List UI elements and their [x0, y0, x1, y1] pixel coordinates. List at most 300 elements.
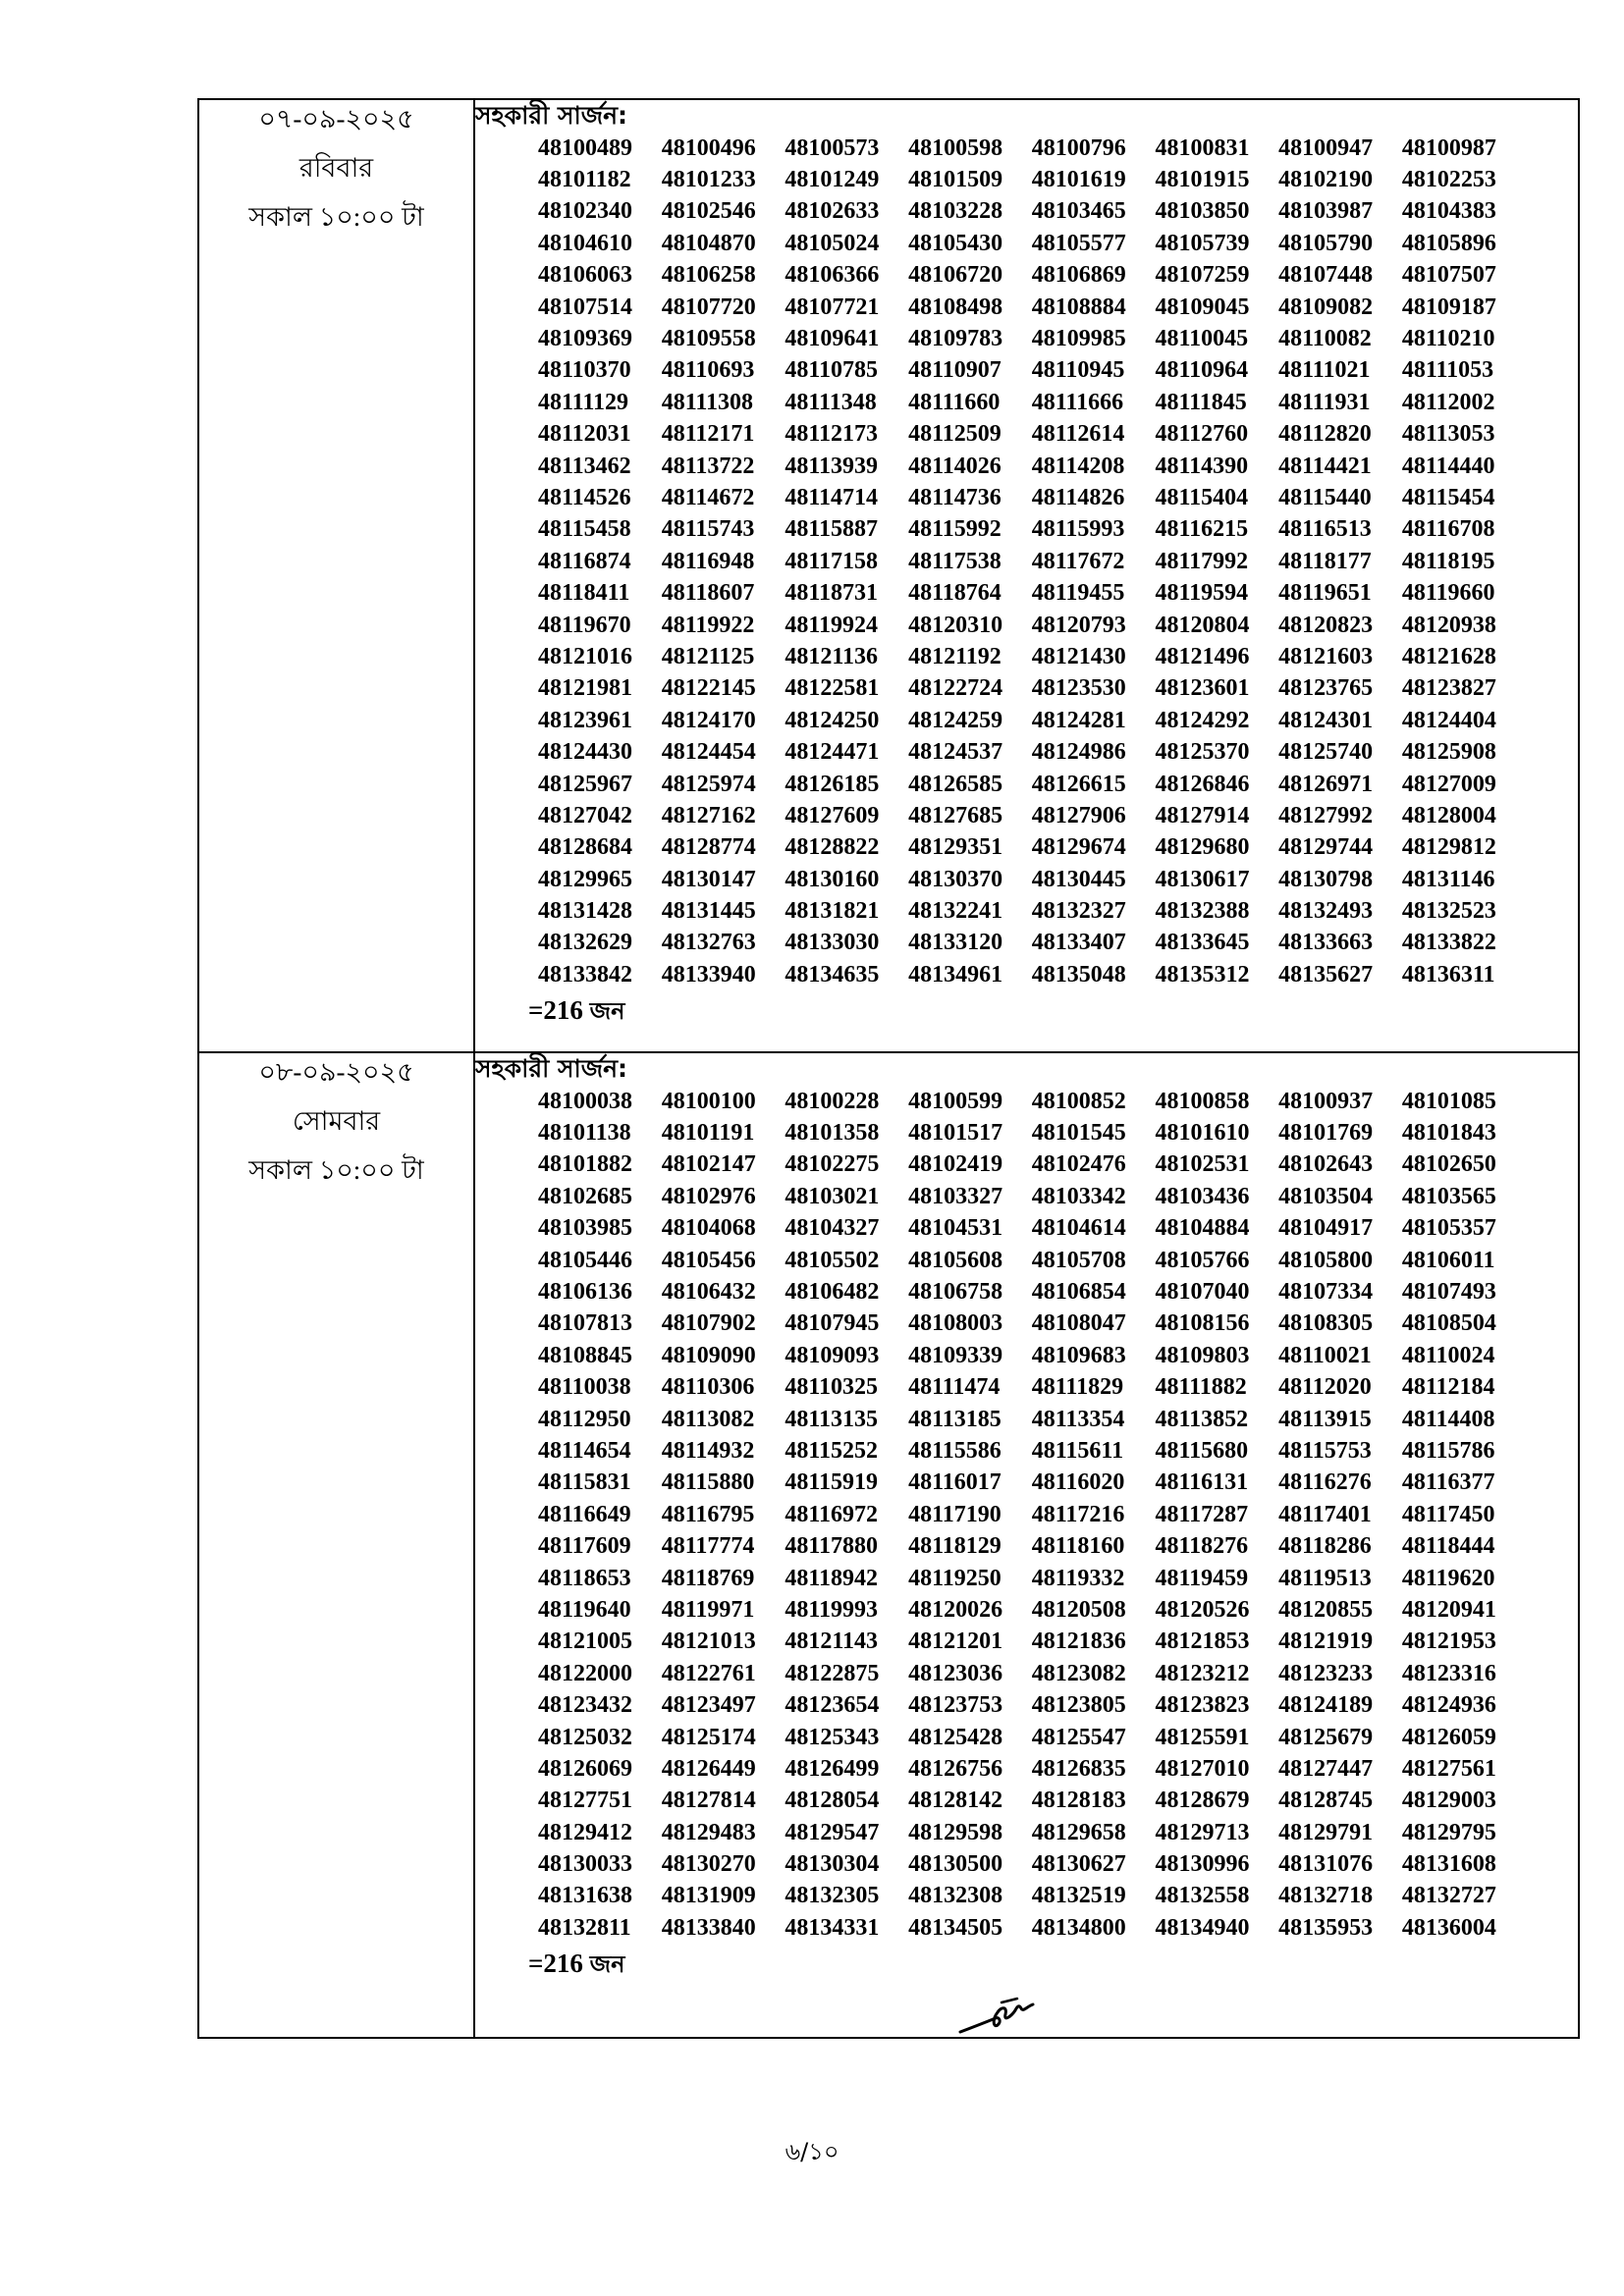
roll-row — [538, 1881, 1578, 1912]
roll-number: 48101843 — [1401, 1120, 1496, 1147]
roll-number: 48105800 — [1278, 1247, 1374, 1273]
roll-row — [538, 673, 1578, 705]
roll-number: 48127814 — [661, 1788, 756, 1814]
roll-number: 48115880 — [661, 1469, 755, 1496]
roll-number: 48107334 — [1278, 1279, 1374, 1306]
roll-number: 48105766 — [1155, 1247, 1250, 1273]
roll-number: 48113722 — [661, 453, 755, 479]
exam-time: সকাল ১০:০০ টা — [248, 202, 424, 232]
roll-number: 48118653 — [538, 1565, 631, 1591]
roll-number: 48115458 — [538, 516, 631, 543]
roll-number: 48128774 — [661, 834, 756, 861]
roll-number: 48122875 — [785, 1660, 880, 1686]
roll-number: 48131821 — [785, 898, 880, 925]
roll-number: 48109783 — [908, 326, 1003, 352]
roll-number: 48125174 — [661, 1724, 756, 1750]
roll-number: 48133407 — [1031, 930, 1126, 956]
roll-number: 48129658 — [1031, 1819, 1126, 1845]
roll-number: 48132305 — [785, 1883, 880, 1909]
roll-number: 48108003 — [908, 1310, 1003, 1337]
roll-number: 48126971 — [1278, 771, 1374, 797]
exam-day: সোমবার — [292, 1106, 381, 1136]
roll-number: 48110945 — [1031, 357, 1125, 384]
roll-number: 48121603 — [1278, 643, 1374, 669]
roll-number: 48123082 — [1031, 1660, 1126, 1686]
roll-number: 48100038 — [538, 1088, 632, 1114]
roll-number: 48118769 — [661, 1565, 755, 1591]
roll-number: 48101182 — [538, 167, 631, 193]
roll-number: 48116513 — [1278, 516, 1372, 543]
roll-number: 48108047 — [1031, 1310, 1126, 1337]
roll-number: 48101138 — [538, 1120, 631, 1147]
roll-number: 48122000 — [538, 1660, 632, 1686]
roll-number: 48134940 — [1155, 1914, 1250, 1941]
roll-number: 48126185 — [785, 771, 880, 797]
roll-number: 48101517 — [908, 1120, 1003, 1147]
roll-number: 48108156 — [1155, 1310, 1250, 1337]
roll-number: 48128054 — [785, 1788, 880, 1814]
roll-row — [538, 546, 1578, 577]
roll-number: 48120804 — [1155, 612, 1250, 638]
roll-number: 48130445 — [1031, 866, 1126, 892]
roll-number: 48102976 — [661, 1183, 756, 1209]
roll-row — [538, 1594, 1578, 1626]
roll-number: 48112614 — [1031, 421, 1125, 448]
roll-number: 48114421 — [1278, 453, 1372, 479]
roll-number: 48130617 — [1155, 866, 1250, 892]
roll-row — [538, 1340, 1578, 1371]
roll-number: 48126835 — [1031, 1755, 1126, 1782]
roll-number: 48119924 — [785, 612, 879, 638]
roll-row — [538, 800, 1578, 831]
roll-number: 48127009 — [1401, 771, 1496, 797]
roll-number: 48111474 — [908, 1374, 1001, 1401]
post-title: সহকারী সার্জন: — [475, 1054, 628, 1083]
roll-number: 48132327 — [1031, 898, 1126, 925]
roll-number: 48120526 — [1155, 1596, 1250, 1623]
roll-number: 48126585 — [908, 771, 1003, 797]
roll-row — [538, 1117, 1578, 1148]
roll-number: 48133030 — [785, 930, 880, 956]
roll-number: 48101509 — [908, 167, 1003, 193]
roll-number: 48120508 — [1031, 1596, 1126, 1623]
roll-number: 48130370 — [908, 866, 1003, 892]
roll-number: 48114390 — [1155, 453, 1249, 479]
total-value: =216 — [528, 1948, 583, 1978]
roll-number: 48123233 — [1278, 1660, 1374, 1686]
roll-number: 48112171 — [661, 421, 755, 448]
roll-number: 48118177 — [1278, 548, 1372, 574]
roll-number: 48122145 — [661, 675, 756, 702]
roll-number: 48113915 — [1278, 1406, 1372, 1432]
roll-number: 48113082 — [661, 1406, 755, 1432]
roll-number: 48111021 — [1278, 357, 1371, 384]
date-cell — [198, 1052, 474, 2038]
roll-number: 48107507 — [1401, 262, 1496, 289]
roll-number: 48101769 — [1278, 1120, 1374, 1147]
roll-number: 48115919 — [785, 1469, 879, 1496]
roll-row — [538, 769, 1578, 800]
roll-number: 48132763 — [661, 930, 756, 956]
roll-number: 48114932 — [661, 1437, 755, 1464]
roll-number: 48114208 — [1031, 453, 1125, 479]
roll-number: 48123497 — [661, 1692, 756, 1719]
roll-number: 48132493 — [1278, 898, 1374, 925]
roll-number: 48125908 — [1401, 739, 1496, 766]
roll-number: 48116795 — [661, 1501, 755, 1527]
roll-number: 48110325 — [785, 1374, 879, 1401]
roll-number: 48109558 — [661, 326, 756, 352]
roll-number: 48113354 — [1031, 1406, 1125, 1432]
roll-row — [538, 928, 1578, 959]
roll-number: 48111882 — [1155, 1374, 1247, 1401]
roll-number: 48116874 — [538, 548, 631, 574]
roll-number: 48118444 — [1401, 1533, 1495, 1560]
roll-number: 48124259 — [908, 707, 1003, 733]
roll-number: 48105608 — [908, 1247, 1003, 1273]
roll-number: 48132727 — [1401, 1883, 1496, 1909]
roll-row — [538, 641, 1578, 672]
roll-number: 48132519 — [1031, 1883, 1126, 1909]
roll-row — [538, 1372, 1578, 1404]
roll-number: 48103987 — [1278, 198, 1374, 225]
roll-number: 48103985 — [538, 1215, 632, 1242]
roll-number: 48119971 — [661, 1596, 755, 1623]
roll-number: 48110785 — [785, 357, 879, 384]
roll-number: 48128745 — [1278, 1788, 1374, 1814]
roll-number: 48109339 — [908, 1342, 1003, 1368]
total-unit: জন — [589, 1949, 625, 1978]
roll-number: 48120026 — [908, 1596, 1003, 1623]
roll-number: 48115786 — [1401, 1437, 1495, 1464]
roll-row — [538, 355, 1578, 387]
roll-number: 48104068 — [661, 1215, 756, 1242]
roll-number: 48124189 — [1278, 1692, 1374, 1719]
roll-number: 48121836 — [1031, 1629, 1126, 1655]
roll-number: 48129547 — [785, 1819, 880, 1845]
roll-number: 48125032 — [538, 1724, 632, 1750]
schedule-row-day1 — [198, 99, 1579, 1052]
roll-number: 48129795 — [1401, 1819, 1496, 1845]
roll-number: 48110907 — [908, 357, 1001, 384]
roll-row — [538, 1627, 1578, 1658]
roll-number: 48132629 — [538, 930, 632, 956]
roll-row — [538, 959, 1578, 990]
exam-day: রবিবার — [298, 153, 374, 183]
roll-number: 48116972 — [785, 1501, 879, 1527]
roll-number: 48104884 — [1155, 1215, 1250, 1242]
roll-number: 48108498 — [908, 294, 1003, 320]
roll-number: 48105456 — [661, 1247, 756, 1273]
roll-number: 48126449 — [661, 1755, 756, 1782]
roll-list — [475, 1084, 1578, 1945]
roll-number: 48118731 — [785, 580, 879, 607]
roll-cell — [474, 1052, 1579, 2038]
roll-number: 48117609 — [538, 1533, 631, 1560]
exam-date: ০৮-০৯-২০২৫ — [258, 1057, 414, 1087]
roll-number: 48101085 — [1401, 1088, 1496, 1114]
roll-number: 48101915 — [1155, 167, 1250, 193]
roll-number: 48120793 — [1031, 612, 1126, 638]
roll-row — [538, 1181, 1578, 1212]
roll-number: 48118411 — [538, 580, 630, 607]
roll-row — [538, 1722, 1578, 1753]
roll-number: 48125547 — [1031, 1724, 1126, 1750]
roll-number: 48119922 — [661, 612, 755, 638]
roll-number: 48100852 — [1031, 1088, 1126, 1114]
roll-number: 48101249 — [785, 167, 880, 193]
roll-row — [538, 1404, 1578, 1435]
roll-number: 48126069 — [538, 1755, 632, 1782]
roll-number: 48114408 — [1401, 1406, 1495, 1432]
roll-number: 48129598 — [908, 1819, 1003, 1845]
roll-number: 48127685 — [908, 802, 1003, 828]
roll-number: 48130304 — [785, 1851, 880, 1878]
roll-number: 48110038 — [538, 1374, 631, 1401]
roll-number: 48110370 — [538, 357, 631, 384]
roll-number: 48110693 — [661, 357, 755, 384]
roll-number: 48121919 — [1278, 1629, 1374, 1655]
roll-number: 48127042 — [538, 802, 632, 828]
roll-number: 48123212 — [1155, 1660, 1250, 1686]
roll-number: 48124250 — [785, 707, 880, 733]
roll-number: 48103228 — [908, 198, 1003, 225]
roll-number: 48123753 — [908, 1692, 1003, 1719]
roll-number: 48117774 — [661, 1533, 755, 1560]
roll-row — [538, 1308, 1578, 1340]
roll-number: 48110045 — [1155, 326, 1249, 352]
roll-number: 48135953 — [1278, 1914, 1374, 1941]
roll-list — [475, 131, 1578, 991]
roll-number: 48127609 — [785, 802, 880, 828]
roll-number: 48102147 — [661, 1151, 756, 1178]
roll-number: 48123823 — [1155, 1692, 1250, 1719]
roll-number: 48109683 — [1031, 1342, 1126, 1368]
roll-number: 48102476 — [1031, 1151, 1126, 1178]
roll-number: 48127162 — [661, 802, 756, 828]
roll-number: 48129351 — [908, 834, 1003, 861]
roll-number: 48131076 — [1278, 1851, 1374, 1878]
roll-number: 48130627 — [1031, 1851, 1126, 1878]
roll-number: 48127914 — [1155, 802, 1250, 828]
roll-number: 48123827 — [1401, 675, 1496, 702]
roll-number: 48114826 — [1031, 484, 1125, 510]
roll-number: 48106854 — [1031, 1279, 1126, 1306]
roll-number: 48115831 — [538, 1469, 631, 1496]
roll-number: 48100831 — [1155, 134, 1250, 161]
roll-number: 48127561 — [1401, 1755, 1496, 1782]
roll-number: 48127992 — [1278, 802, 1374, 828]
roll-number: 48113939 — [785, 453, 879, 479]
roll-number: 48101233 — [661, 167, 756, 193]
roll-number: 48135048 — [1031, 961, 1126, 988]
roll-row — [538, 1817, 1578, 1848]
roll-number: 48104917 — [1278, 1215, 1374, 1242]
total-unit: জন — [589, 996, 625, 1025]
roll-number: 48126059 — [1401, 1724, 1496, 1750]
roll-number: 48136004 — [1401, 1914, 1496, 1941]
roll-number: 48123601 — [1155, 675, 1250, 702]
roll-number: 48101882 — [538, 1151, 632, 1178]
roll-number: 48123432 — [538, 1692, 632, 1719]
roll-row — [538, 164, 1578, 195]
roll-number: 48100796 — [1031, 134, 1126, 161]
roll-row — [538, 1912, 1578, 1944]
roll-number: 48100489 — [538, 134, 632, 161]
roll-number: 48100573 — [785, 134, 880, 161]
roll-number: 48123036 — [908, 1660, 1003, 1686]
roll-number: 48115252 — [785, 1437, 879, 1464]
roll-number: 48124986 — [1031, 739, 1126, 766]
roll-number: 48121192 — [908, 643, 1001, 669]
roll-number: 48100599 — [908, 1088, 1003, 1114]
roll-number: 48124454 — [661, 739, 756, 766]
roll-number: 48131146 — [1401, 866, 1495, 892]
roll-number: 48131608 — [1401, 1851, 1496, 1878]
roll-number: 48115611 — [1031, 1437, 1124, 1464]
roll-number: 48103850 — [1155, 198, 1250, 225]
roll-number: 48105024 — [785, 230, 880, 256]
roll-number: 48112173 — [785, 421, 879, 448]
exam-date: ০৭-০৯-২০২৫ — [258, 104, 414, 133]
roll-number: 48115743 — [661, 516, 755, 543]
roll-number: 48119459 — [1155, 1565, 1249, 1591]
roll-number: 48131428 — [538, 898, 632, 925]
roll-number: 48136311 — [1401, 961, 1495, 988]
roll-row — [538, 864, 1578, 895]
roll-number: 48111845 — [1155, 389, 1247, 415]
roll-number: 48118942 — [785, 1565, 879, 1591]
roll-number: 48110021 — [1278, 1342, 1372, 1368]
roll-number: 48106720 — [908, 262, 1003, 289]
roll-number: 48119332 — [1031, 1565, 1125, 1591]
roll-number: 48111129 — [538, 389, 629, 415]
roll-number: 48130033 — [538, 1851, 632, 1878]
roll-number: 48128142 — [908, 1788, 1003, 1814]
roll-number: 48134331 — [785, 1914, 880, 1941]
roll-number: 48120855 — [1278, 1596, 1374, 1623]
roll-number: 48131638 — [538, 1883, 632, 1909]
roll-number: 48112950 — [538, 1406, 631, 1432]
roll-number: 48117672 — [1031, 548, 1125, 574]
roll-row — [538, 1786, 1578, 1817]
roll-number: 48106258 — [661, 262, 756, 289]
roll-number: 48107720 — [661, 294, 756, 320]
roll-number: 48129812 — [1401, 834, 1496, 861]
roll-number: 48132718 — [1278, 1883, 1374, 1909]
roll-number: 48125967 — [538, 771, 632, 797]
roll-number: 48121143 — [785, 1629, 879, 1655]
roll-number: 48134505 — [908, 1914, 1003, 1941]
roll-row — [538, 228, 1578, 259]
roll-number: 48112760 — [1155, 421, 1249, 448]
roll-number: 48129674 — [1031, 834, 1126, 861]
roll-number: 48106011 — [1401, 1247, 1495, 1273]
roll-number: 48100858 — [1155, 1088, 1250, 1114]
roll-number: 48126846 — [1155, 771, 1250, 797]
roll-number: 48130160 — [785, 866, 880, 892]
roll-number: 48106136 — [538, 1279, 632, 1306]
roll-number: 48103327 — [908, 1183, 1003, 1209]
roll-row — [538, 1563, 1578, 1594]
roll-number: 48112002 — [1401, 389, 1495, 415]
roll-number: 48132811 — [538, 1914, 631, 1941]
roll-number: 48101619 — [1031, 167, 1126, 193]
roll-row — [538, 1213, 1578, 1245]
signature-image — [956, 1993, 1055, 2042]
roll-number: 48113852 — [1155, 1406, 1249, 1432]
roll-number: 48129680 — [1155, 834, 1250, 861]
roll-number: 48121016 — [538, 643, 632, 669]
roll-number: 48131909 — [661, 1883, 756, 1909]
roll-number: 48135312 — [1155, 961, 1250, 988]
roll-number: 48119651 — [1278, 580, 1372, 607]
roll-number: 48117216 — [1031, 1501, 1125, 1527]
roll-number: 48120941 — [1401, 1596, 1496, 1623]
total-count — [475, 993, 1578, 1028]
roll-number: 48126756 — [908, 1755, 1003, 1782]
roll-number: 48124170 — [661, 707, 756, 733]
roll-number: 48128684 — [538, 834, 632, 861]
roll-number: 48102419 — [908, 1151, 1003, 1178]
roll-number: 48130798 — [1278, 866, 1374, 892]
roll-cell — [474, 99, 1579, 1052]
roll-number: 48125591 — [1155, 1724, 1250, 1750]
roll-number: 48116377 — [1401, 1469, 1495, 1496]
roll-number: 48130996 — [1155, 1851, 1250, 1878]
roll-number: 48117538 — [908, 548, 1001, 574]
roll-number: 48125370 — [1155, 739, 1250, 766]
roll-number: 48109641 — [785, 326, 880, 352]
roll-number: 48113462 — [538, 453, 631, 479]
roll-number: 48104614 — [1031, 1215, 1126, 1242]
roll-row — [538, 1276, 1578, 1308]
roll-number: 48123961 — [538, 707, 632, 733]
roll-number: 48109187 — [1401, 294, 1496, 320]
date-cell — [198, 99, 474, 1052]
roll-number: 48119513 — [1278, 1565, 1372, 1591]
roll-number: 48130147 — [661, 866, 756, 892]
roll-number: 48133645 — [1155, 930, 1250, 956]
roll-number: 48107448 — [1278, 262, 1374, 289]
roll-number: 48115440 — [1278, 484, 1372, 510]
roll-number: 48109045 — [1155, 294, 1250, 320]
roll-row — [538, 292, 1578, 323]
roll-row — [538, 1086, 1578, 1117]
roll-number: 48123316 — [1401, 1660, 1496, 1686]
roll-number: 48128822 — [785, 834, 880, 861]
roll-number: 48119250 — [908, 1565, 1001, 1591]
roll-number: 48128004 — [1401, 802, 1496, 828]
roll-number: 48129965 — [538, 866, 632, 892]
roll-number: 48107259 — [1155, 262, 1250, 289]
roll-number: 48121430 — [1031, 643, 1126, 669]
roll-number: 48116948 — [661, 548, 755, 574]
roll-row — [538, 419, 1578, 451]
roll-number: 48128183 — [1031, 1788, 1126, 1814]
roll-number: 48102546 — [661, 198, 756, 225]
roll-number: 48101358 — [785, 1120, 880, 1147]
roll-number: 48115753 — [1278, 1437, 1372, 1464]
roll-number: 48125679 — [1278, 1724, 1374, 1750]
roll-number: 48113135 — [785, 1406, 879, 1432]
roll-number: 48130500 — [908, 1851, 1003, 1878]
roll-number: 48125343 — [785, 1724, 880, 1750]
roll-number: 48123765 — [1278, 675, 1374, 702]
roll-row — [538, 1658, 1578, 1689]
roll-number: 48107945 — [785, 1310, 880, 1337]
roll-number: 48105577 — [1031, 230, 1126, 256]
